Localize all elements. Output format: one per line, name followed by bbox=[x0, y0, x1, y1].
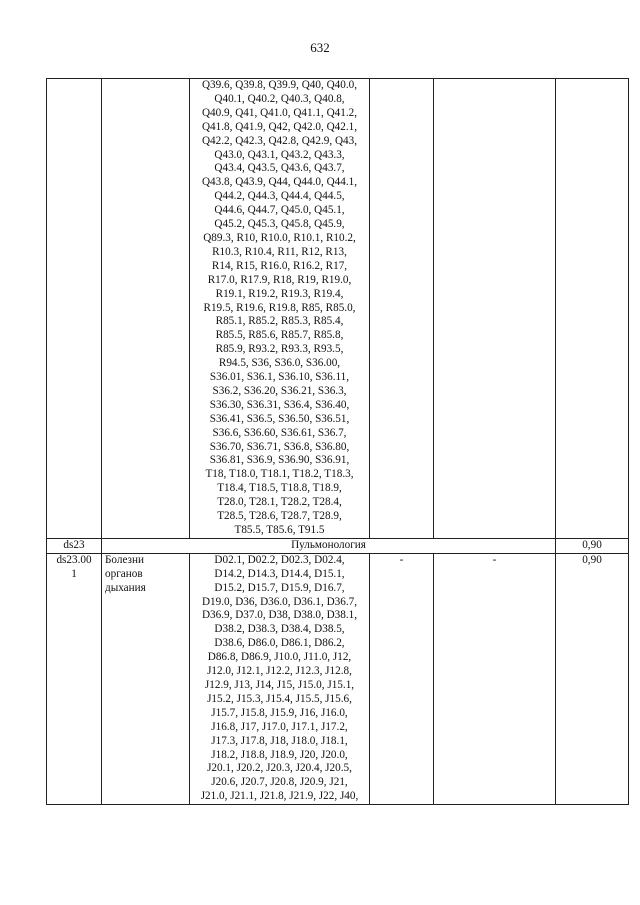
code-line: R85.9, R93.2, R93.3, R93.5, bbox=[215, 343, 344, 356]
group-code-line: ds23.00 bbox=[56, 553, 92, 566]
group-col4: - bbox=[370, 553, 434, 804]
code-line: Q89.3, R10, R10.0, R10.1, R10.2, bbox=[203, 231, 356, 244]
code-line: S36.2, S36.20, S36.21, S36.3, bbox=[212, 384, 347, 397]
diagnosis-codes-list bbox=[193, 554, 366, 804]
code-line: R19.5, R19.6, R19.8, R85, R85.0, bbox=[203, 301, 356, 314]
code-line: T18, T18.0, T18.1, T18.2, T18.3, bbox=[205, 468, 354, 481]
code-line: J18.2, J18.8, J18.9, J20, J20.0, bbox=[211, 748, 348, 761]
group-name bbox=[102, 553, 190, 804]
code-line: T28.5, T28.6, T28.7, T28.9, bbox=[217, 510, 342, 523]
code-line: Q40.1, Q40.2, Q40.3, Q40.8, bbox=[214, 92, 345, 105]
code-line: S36.6, S36.60, S36.61, S36.7, bbox=[212, 426, 347, 439]
cell-code-empty bbox=[47, 79, 102, 539]
code-line: R94.5, S36, S36.0, S36.00, bbox=[218, 357, 341, 370]
code-line: R19.1, R19.2, R19.3, R19.4, bbox=[215, 287, 344, 300]
code-line: J21.0, J21.1, J21.8, J21.9, J22, J40, bbox=[200, 790, 359, 803]
code-line: J15.2, J15.3, J15.4, J15.5, J15.6, bbox=[207, 692, 352, 705]
code-line: J17.3, J17.8, J18, J18.0, J18.1, bbox=[211, 734, 348, 747]
code-line: T85.5, T85.6, T91.5 bbox=[234, 524, 325, 536]
code-line: R14, R15, R16.0, R16.2, R17, bbox=[211, 259, 348, 272]
table-row-continued bbox=[47, 79, 629, 539]
code-line: Q43.8, Q43.9, Q44, Q44.0, Q44.1, bbox=[201, 176, 358, 189]
code-line: Q40.9, Q41, Q41.0, Q41.1, Q41.2, bbox=[201, 106, 358, 119]
code-line: S36.01, S36.1, S36.10, S36.11, bbox=[209, 371, 350, 384]
group-code bbox=[47, 553, 102, 804]
cell-col5-empty bbox=[434, 79, 556, 539]
page-number: 632 bbox=[310, 40, 330, 55]
code-line: J20.6, J20.7, J20.8, J20.9, J21, bbox=[211, 776, 348, 789]
cell-name-empty bbox=[102, 79, 190, 539]
code-line: R85.5, R85.6, R85.7, R85.8, bbox=[215, 329, 344, 342]
section-title: Пульмонология bbox=[102, 538, 556, 553]
cell-coef-empty bbox=[556, 79, 629, 539]
code-line: D86.8, D86.9, J10.0, J11.0, J12, bbox=[207, 651, 352, 664]
code-line: Q43.0, Q43.1, Q43.2, Q43.3, bbox=[214, 148, 345, 161]
code-line: R17.0, R17.9, R18, R19, R19.0, bbox=[207, 273, 352, 286]
code-line: Q44.2, Q44.3, Q44.4, Q44.5, bbox=[214, 190, 345, 203]
code-line: S36.30, S36.31, S36.4, S36.40, bbox=[209, 398, 350, 411]
tariff-table bbox=[46, 78, 629, 805]
code-line: S36.81, S36.9, S36.90, S36.91, bbox=[209, 454, 350, 467]
code-line: D02.1, D02.2, D02.3, D02.4, bbox=[214, 553, 345, 566]
group-coefficient: 0,90 bbox=[556, 553, 629, 804]
code-line: D14.2, D14.3, D14.4, D15.1, bbox=[214, 567, 345, 580]
code-line: D36.9, D37.0, D38, D38.0, D38.1, bbox=[201, 609, 358, 622]
code-line: Q41.8, Q41.9, Q42, Q42.0, Q42.1, bbox=[201, 120, 358, 133]
code-line: J16.8, J17, J17.0, J17.1, J17.2, bbox=[211, 720, 348, 733]
code-line: D15.2, D15.7, D15.9, D16.7, bbox=[214, 581, 345, 594]
code-line: R10.3, R10.4, R11, R12, R13, bbox=[212, 245, 347, 258]
group-name-line: дыхания bbox=[105, 581, 146, 594]
code-line: D38.2, D38.3, D38.4, D38.5, bbox=[214, 623, 345, 636]
cell-diagnosis-codes bbox=[190, 79, 370, 539]
code-line: D38.6, D86.0, D86.1, D86.2, bbox=[214, 637, 345, 650]
cell-col4-empty bbox=[370, 79, 434, 539]
code-line: S36.70, S36.71, S36.8, S36.80, bbox=[209, 440, 350, 453]
code-line: Q45.2, Q45.3, Q45.8, Q45.9, bbox=[214, 218, 345, 231]
diagnosis-codes-list bbox=[193, 79, 366, 538]
code-line: Q42.2, Q42.3, Q42.8, Q42.9, Q43, bbox=[201, 134, 358, 147]
section-coefficient: 0,90 bbox=[556, 538, 629, 553]
table-row-group bbox=[47, 553, 629, 804]
group-name-line: органов bbox=[105, 567, 143, 580]
code-line: D19.0, D36, D36.0, D36.1, D36.7, bbox=[201, 595, 358, 608]
section-code: ds23 bbox=[47, 538, 102, 553]
code-line: J12.9, J13, J14, J15, J15.0, J15.1, bbox=[204, 678, 355, 691]
code-line: S36.41, S36.5, S36.50, S36.51, bbox=[209, 412, 350, 425]
code-line: Q39.6, Q39.8, Q39.9, Q40, Q40.0, bbox=[201, 79, 358, 91]
code-line: T28.0, T28.1, T28.2, T28.4, bbox=[217, 496, 342, 509]
code-line: J15.7, J15.8, J15.9, J16, J16.0, bbox=[211, 706, 348, 719]
code-line: R85.1, R85.2, R85.3, R85.4, bbox=[215, 315, 344, 328]
code-line: J12.0, J12.1, J12.2, J12.3, J12.8, bbox=[207, 665, 352, 678]
code-line: Q44.6, Q44.7, Q45.0, Q45.1, bbox=[214, 204, 345, 217]
code-line: Q43.4, Q43.5, Q43.6, Q43.7, bbox=[214, 162, 345, 175]
group-name-line: Болезни bbox=[105, 553, 144, 566]
code-line: T18.4, T18.5, T18.8, T18.9, bbox=[217, 482, 342, 495]
table-row-section bbox=[47, 538, 629, 553]
group-col5: - bbox=[434, 553, 556, 804]
cell-diagnosis-codes bbox=[190, 553, 370, 804]
code-line: J20.1, J20.2, J20.3, J20.4, J20.5, bbox=[207, 762, 352, 775]
group-code-line: 1 bbox=[71, 567, 77, 580]
